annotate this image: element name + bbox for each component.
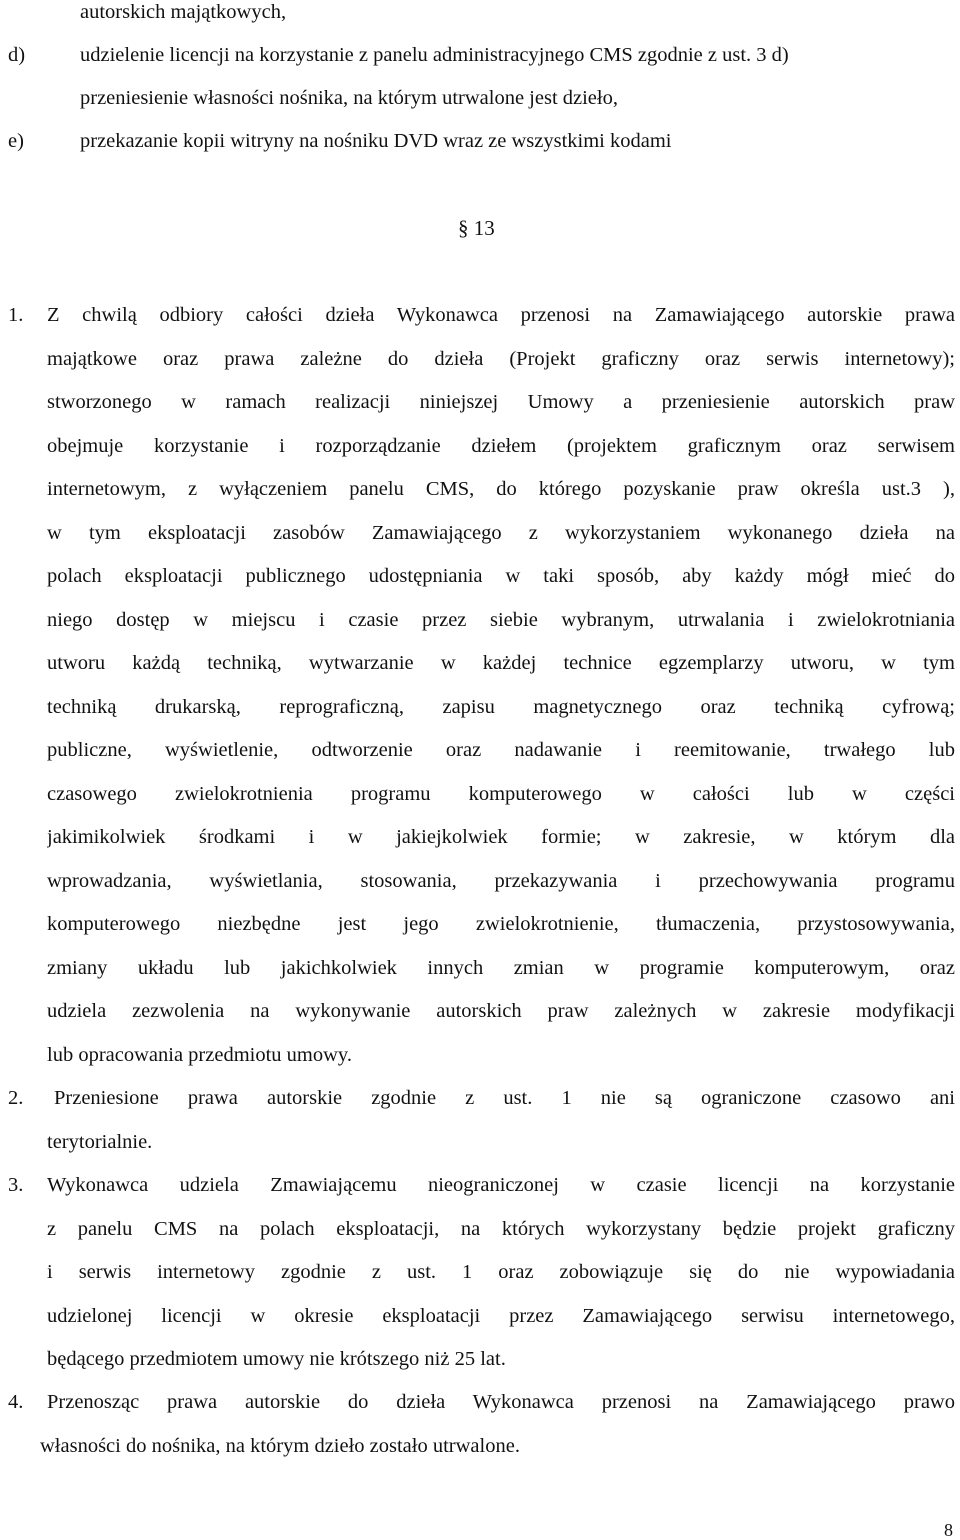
paragraph-1-line-14: wprowadzania, wyświetlania, stosowania, przekazywania i przechowywania programu [47,869,955,892]
paragraph-2-line-1: Przeniesione prawa autorskie zgodnie z ust. 1 nie są ograniczone czasowo ani [54,1087,955,1109]
paragraph-1-line-17: udziela zezwolenia na wykonywanie autorskich praw zależnych w zakresie modyfikacji [47,1000,955,1022]
paragraph-1-line-15: komputerowego niezbędne jest jego zwielokrotnienie, tłumaczenia, przystosowywania, [47,913,955,935]
paragraph-1-line-16: zmiany układu lub jakichkolwiek innych zmian w programie komputerowym, oraz [47,956,955,979]
list-continuation-text: autorskich majątkowych, [80,1,287,23]
list-item-e-line-1: przekazanie kopii witryny na nośniku DVD wraz ze wszystkimi kodami [80,130,672,152]
paragraph-3-line-2: z panelu CMS na polach eksploatacji, na których wykorzystany będzie projekt graficzny [47,1217,955,1240]
paragraph-1-line-10: techniką drukarską, reprograficzną, zapisu magnetycznego oraz techniką cyfrową; [47,695,955,718]
paragraph-2-line-2: terytorialnie. [47,1130,153,1153]
paragraph-3-marker: 3. [8,1174,24,1196]
paragraph-1-line-3: stworzonego w ramach realizacji niniejszej Umowy a przeniesienie autorskich praw [47,391,955,413]
paragraph-1-line-12: czasowego zwielokrotnienia programu komputerowego w całości lub w części [47,782,955,805]
paragraph-1-line-11: publiczne, wyświetlenie, odtworzenie oraz nadawanie i reemitowanie, trwałego lub [47,739,955,761]
paragraph-1-line-7: polach eksploatacji publicznego udostępniania w taki sposób, aby każdy mógł mieć do [47,565,955,587]
paragraph-1-line-5: internetowym, z wyłączeniem panelu CMS, do którego pozyskanie praw określa ust.3 ), [47,478,955,500]
paragraph-3-line-5: będącego przedmiotem umowy nie krótszego niż 25 lat. [47,1348,506,1370]
paragraph-3-line-1: Wykonawca udziela Zmawiającemu nieograniczonej w czasie licencji na korzystanie [47,1174,955,1196]
paragraph-1-line-2: majątkowe oraz prawa zależne do dzieła (Projekt graficzny oraz serwis internetowy); [47,347,955,370]
section-heading: § 13 [458,216,495,240]
paragraph-1-line-1: Z chwilą odbiory całości dzieła Wykonawca przenosi na Zamawiającego autorskie prawa [47,304,955,326]
list-item-d-line-2: przeniesienie własności nośnika, na którym utrwalone jest dzieło, [80,87,618,109]
page-number: 8 [944,1520,953,1540]
paragraph-3-line-3: i serwis internetowy zgodnie z ust. 1 oraz zobowiązuje się do nie wypowiadania [47,1261,955,1283]
list-item-d-line-1: udzielenie licencji na korzystanie z panelu administracyjnego CMS zgodnie z ust. 3 d) [80,44,789,66]
paragraph-1-line-6: w tym eksploatacji zasobów Zamawiającego z wykorzystaniem wykonanego dzieła na [47,521,955,544]
paragraph-1-line-4: obejmuje korzystanie i rozporządzanie dziełem (projektem graficznym oraz serwisem [47,434,955,457]
list-marker-d: d) [8,44,26,66]
paragraph-4-line-2: własności do nośnika, na którym dzieło zostało utrwalone. [40,1434,520,1457]
paragraph-1-line-8: niego dostęp w miejscu i czasie przez siebie wybranym, utrwalania i zwielokrotniania [47,608,955,631]
paragraph-4-marker: 4. [8,1391,24,1413]
paragraph-4-line-1: Przenosząc prawa autorskie do dzieła Wykonawca przenosi na Zamawiającego prawo [47,1391,955,1413]
paragraph-1-line-9: utworu każdą techniką, wytwarzanie w każdej technice egzemplarzy utworu, w tym [47,652,955,674]
paragraph-2-marker: 2. [8,1087,24,1109]
paragraph-1-line-18: lub opracowania przedmiotu umowy. [47,1043,352,1066]
list-marker-e: e) [8,130,24,152]
paragraph-1-line-13: jakimikolwiek środkami i w jakiejkolwiek formie; w zakresie, w którym dla [47,826,955,848]
paragraph-1-marker: 1. [8,304,24,326]
paragraph-3-line-4: udzielonej licencji w okresie eksploatacji przez Zamawiającego serwisu internetowego, [47,1304,955,1327]
